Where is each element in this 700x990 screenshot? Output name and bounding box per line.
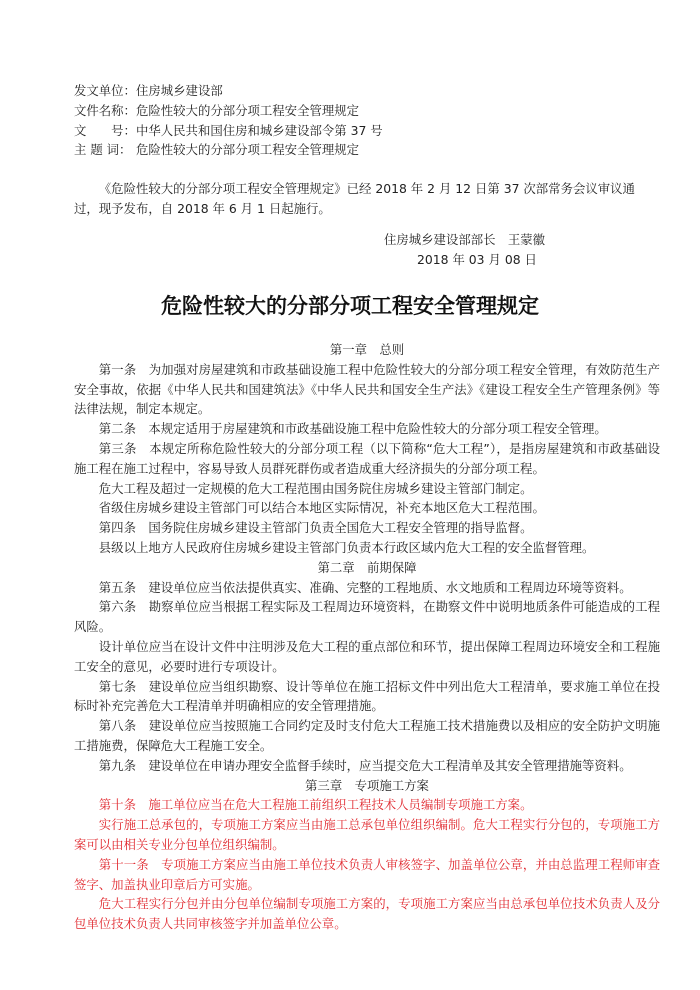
article-paragraph: 第五条 建设单位应当依法提供真实、准确、完整的工程地质、水文地质和工程周边环境等资料。 (98, 579, 632, 595)
document-body (74, 340, 660, 934)
chapter-heading: 第三章 专项施工方案 (305, 777, 429, 793)
article-paragraph: 第七条 建设单位应当组织勘察、设计等单位在施工招标文件中列出危大工程清单，要求施工单位在投标时补充完善危大工程清单并明确相应的安全管理措施。 (74, 678, 660, 714)
document-metadata (74, 81, 383, 160)
signature-block (384, 230, 545, 270)
article-paragraph: 第一条 为加强对房屋建筑和市政基础设施工程中危险性较大的分部分项工程安全管理，有效防范生产安全事故，依据《中华人民共和国建筑法》《中华人民共和国安全生产法》《建设工程安全生产管理条例》等法律法规，制定本规定。 (74, 361, 660, 417)
meta-issuer: 发文单位：住房城乡建设部 (74, 83, 223, 98)
chapter-heading: 第一章 总则 (329, 342, 405, 357)
document-title: 危险性较大的分部分项工程安全管理规定 (161, 294, 539, 318)
signature-date: 2018 年 03 月 08 日 (417, 252, 537, 267)
signer: 住房城乡建设部部长 王蒙徽 (384, 232, 546, 247)
article-paragraph: 第八条 建设单位应当按照施工合同约定及时支付危大工程施工技术措施费以及相应的安全防护文明施工措施费，保障危大工程施工安全。 (74, 718, 660, 753)
article-paragraph: 第三条 本规定所称危险性较大的分部分项工程（以下简称“危大工程”），是指房屋建筑和市政基础设施工程在施工过程中，容易导致人员群死群伤或者造成重大经济损失的分部分项工程。 (74, 440, 660, 476)
article-paragraph: 第九条 建设单位在申请办理安全监督手续时，应当提交危大工程清单及其安全管理措施等资料。 (98, 757, 632, 773)
meta-doc-number: 文 号：中华人民共和国住房和城乡建设部令第 37 号 (74, 122, 383, 138)
meta-keywords: 主 题 词： 危险性较大的分部分项工程安全管理规定 (74, 142, 360, 158)
article-paragraph: 第二条 本规定适用于房屋建筑和市政基础设施工程中危险性较大的分部分项工程安全管理。 (98, 421, 607, 437)
highlighted-paragraph: 第十条 施工单位应当在危大工程施工前组织工程技术人员编制专项施工方案。 (98, 797, 533, 813)
article-paragraph: 设计单位应当在设计文件中注明涉及危大工程的重点部位和环节，提出保障工程周边环境安全和工程施工安全的意见，必要时进行专项设计。 (74, 638, 660, 674)
article-paragraph: 第六条 勘察单位应当根据工程实际及工程周边环境资料，在勘察文件中说明地质条件可能造成的工程风险。 (74, 599, 660, 635)
article-paragraph: 省级住房城乡建设主管部门可以结合本地区实际情况，补充本地区危大工程范围。 (98, 500, 545, 516)
chapter-heading: 第二章 前期保障 (317, 559, 417, 575)
highlighted-paragraph: 实行施工总承包的，专项施工方案应当由施工总承包单位组织编制。危大工程实行分包的，专项施工方案可以由相关专业分包单位组织编制。 (74, 817, 660, 852)
highlighted-paragraph: 第十一条 专项施工方案应当由施工单位技术负责人审核签字、加盖单位公章，并由总监理工程师审查签字、加盖执业印章后方可实施。 (74, 856, 660, 892)
article-paragraph: 第四条 国务院住房城乡建设主管部门负责全国危大工程安全管理的指导监督。 (98, 520, 533, 536)
article-paragraph: 危大工程及超过一定规模的危大工程范围由国务院住房城乡建设主管部门制定。 (98, 480, 533, 496)
meta-filename: 文件名称：危险性较大的分部分项工程安全管理规定 (74, 102, 360, 118)
promulgation-text: 《危险性较大的分部分项工程安全管理规定》已经 2018 年 2 月 12 日第 37 次部常务会议审议通过，现予发布，自 2018 年 6 月 1 日起施行。 (74, 181, 635, 216)
article-paragraph: 县级以上地方人民政府住房城乡建设主管部门负责本行政区域内危大工程的安全监督管理。 (98, 539, 595, 555)
highlighted-paragraph: 危大工程实行分包并由分包单位编制专项施工方案的，专项施工方案应当由总承包单位技术负责人及分包单位技术负责人共同审核签字并加盖单位公章。 (74, 896, 660, 932)
